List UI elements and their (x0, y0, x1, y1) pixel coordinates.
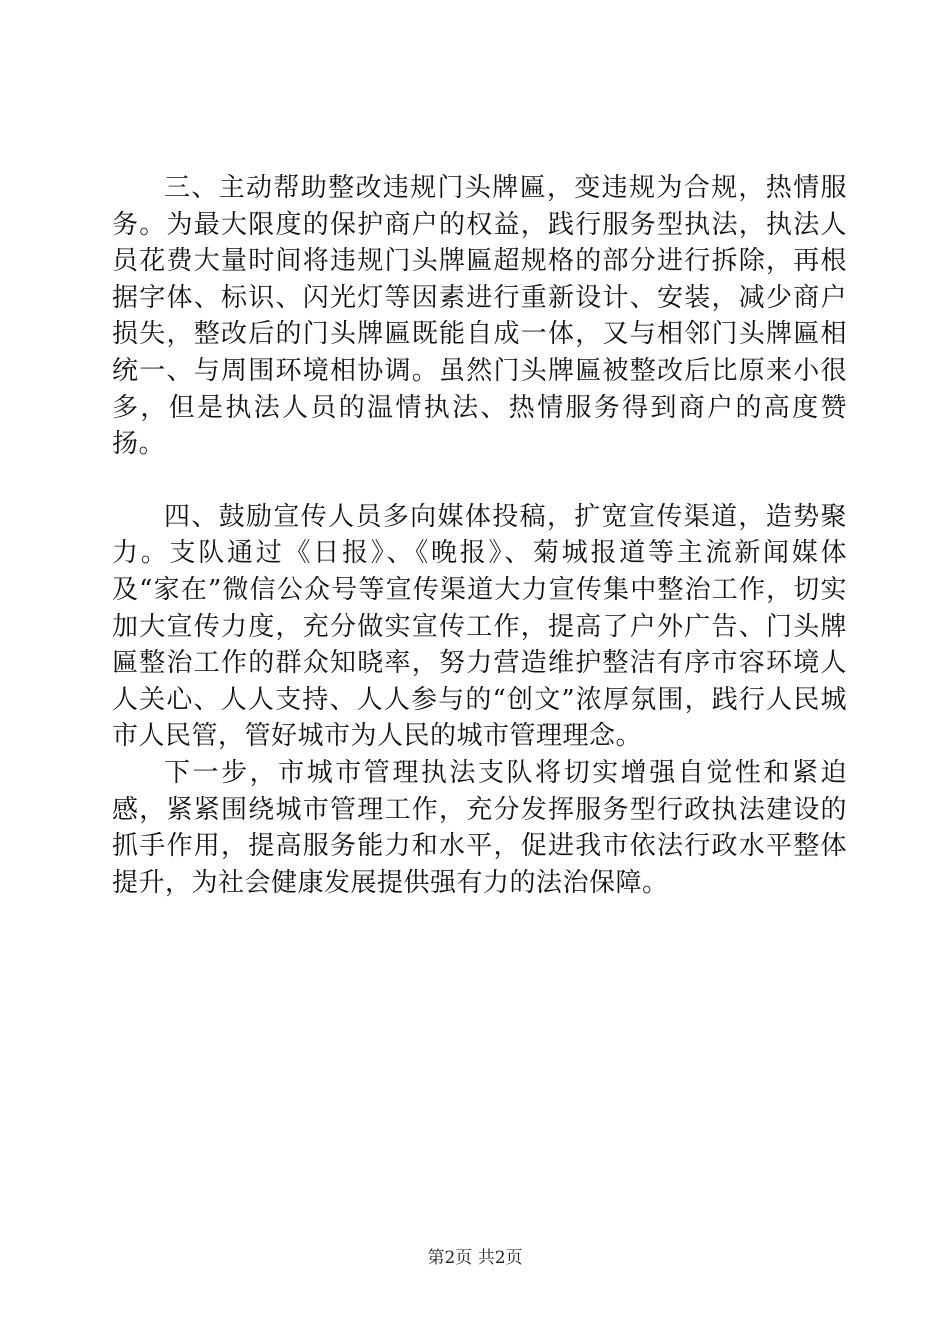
paragraph-section-three: 三、主动帮助整改违规门头牌匾，变违规为合规，热情服务。为最大限度的保护商户的权益，践行服务型执法，执法人员花费大量时间将违规门头牌匾超规格的部分进行拆除，再根据字体、标识、闪光灯等因素进行重新设计、安装，减少商户损失，整改后的门头牌匾既能自成一体，又与相邻门头牌匾相统一、与周围环境相协调。虽然门头牌匾被整改后比原来小很多，但是执法人员的温情执法、热情服务得到商户的高度赞扬。 (112, 173, 847, 460)
document-body (112, 170, 847, 901)
paragraph-section-four: 四、鼓励宣传人员多向媒体投稿，扩宽宣传渠道，造势聚力。支队通过《日报》、《晚报》、菊城报道等主流新闻媒体及“家在”微信公众号等宣传渠道大力宣传集中整治工作，切实加大宣传力度，充分做实宣传工作，提高了户外广告、门头牌匾整治工作的群众知晓率，努力营造维护整洁有序市容环境人人关心、人人支持、人人参与的“创文”浓厚氛围，践行人民城市人民管，管好城市为人民的城市管理理念。 (112, 501, 847, 752)
paragraph-next-steps: 下一步，市城市管理执法支队将切实增强自觉性和紧迫感，紧紧围绕城市管理工作，充分发挥服务型行政执法建设的抓手作用，提高服务能力和水平，促进我市依法行政水平整体提升，为社会健康发展提供强有力的法治保障。 (112, 757, 847, 898)
paragraph-spacer (112, 463, 847, 499)
page-footer: 第2页 共2页 (427, 1248, 523, 1268)
